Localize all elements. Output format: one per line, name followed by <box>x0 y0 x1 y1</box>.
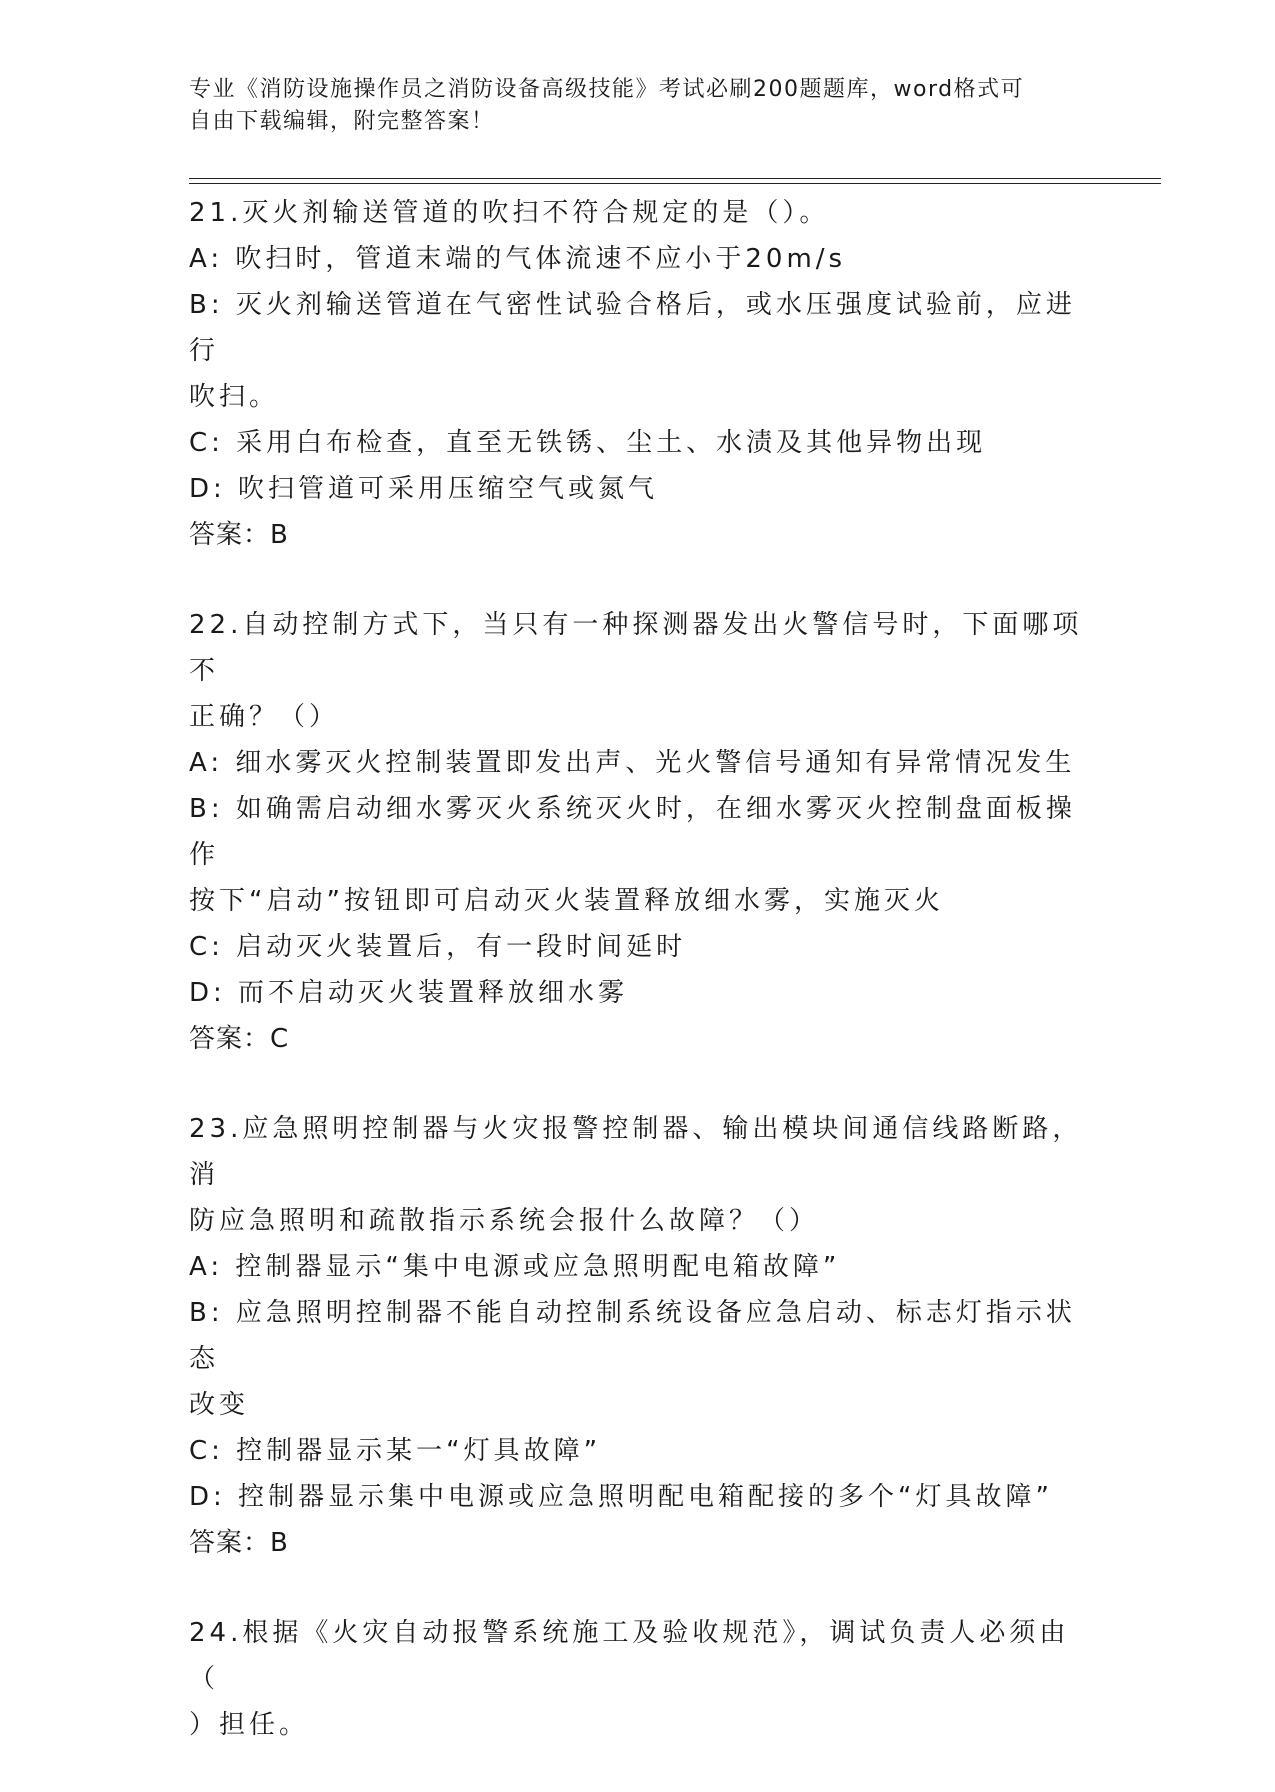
option-b-cont: 按下“启动”按钮即可启动灭火装置释放细水雾，实施灭火 <box>189 886 944 916</box>
header-divider <box>189 183 1161 184</box>
option-b-cont: 改变 <box>189 1390 250 1420</box>
option-d: D: 而不启动灭火装置释放细水雾 <box>189 978 629 1008</box>
question-24 <box>189 1610 1089 1748</box>
option-c: C: 控制器显示某一“灯具故障” <box>189 1436 602 1466</box>
document-header <box>189 74 1089 138</box>
question-text-cont: ）担任。 <box>189 1710 310 1740</box>
option-b: B: 如确需启动细水雾灭火系统灭火时，在细水雾灭火控制盘面板操作 <box>189 794 1076 870</box>
option-c: C: 启动灭火装置后，有一段时间延时 <box>189 932 687 962</box>
option-a: A: 吹扫时，管道末端的气体流速不应小于20m/s <box>189 244 847 274</box>
question-text: 22.自动控制方式下，当只有一种探测器发出火警信号时，下面哪项不 <box>189 610 1083 686</box>
answer: 答案：C <box>189 1024 290 1054</box>
option-d: D: 控制器显示集中电源或应急照明配电箱配接的多个“灯具故障” <box>189 1482 1053 1512</box>
question-text-cont: 防应急照明和疏散指示系统会报什么故障？（） <box>189 1206 820 1236</box>
option-a: A: 控制器显示“集中电源或应急照明配电箱故障” <box>189 1252 841 1282</box>
question-21 <box>189 190 1089 558</box>
option-b: B: 应急照明控制器不能自动控制系统设备应急启动、标志灯指示状态 <box>189 1298 1076 1374</box>
option-a: A: 细水雾灭火控制装置即发出声、光火警信号通知有异常情况发生 <box>189 748 1076 778</box>
header-divider <box>189 178 1161 179</box>
question-text: 21.灭火剂输送管道的吹扫不符合规定的是（）。 <box>189 198 830 228</box>
question-22 <box>189 602 1089 1062</box>
header-line: 专业《消防设施操作员之消防设备高级技能》考试必刷200题题库，word格式可 <box>189 77 1025 102</box>
header-line: 自由下载编辑，附完整答案！ <box>189 109 495 134</box>
answer: 答案：B <box>189 520 289 550</box>
option-d: D: 吹扫管道可采用压缩空气或氮气 <box>189 474 659 504</box>
answer: 答案：B <box>189 1528 289 1558</box>
option-b: B: 灭火剂输送管道在气密性试验合格后，或水压强度试验前，应进行 <box>189 290 1076 366</box>
option-b-cont: 吹扫。 <box>189 382 280 412</box>
question-text-cont: 正确？（） <box>189 702 340 732</box>
option-c: C: 采用白布检查，直至无铁锈、尘土、水渍及其他异物出现 <box>189 428 987 458</box>
question-text: 24.根据《火灾自动报警系统施工及验收规范》，调试负责人必须由（ <box>189 1618 1070 1694</box>
question-list <box>189 190 1089 1792</box>
question-text: 23.应急照明控制器与火灾报警控制器、输出模块间通信线路断路，消 <box>189 1114 1083 1190</box>
question-23 <box>189 1106 1089 1566</box>
